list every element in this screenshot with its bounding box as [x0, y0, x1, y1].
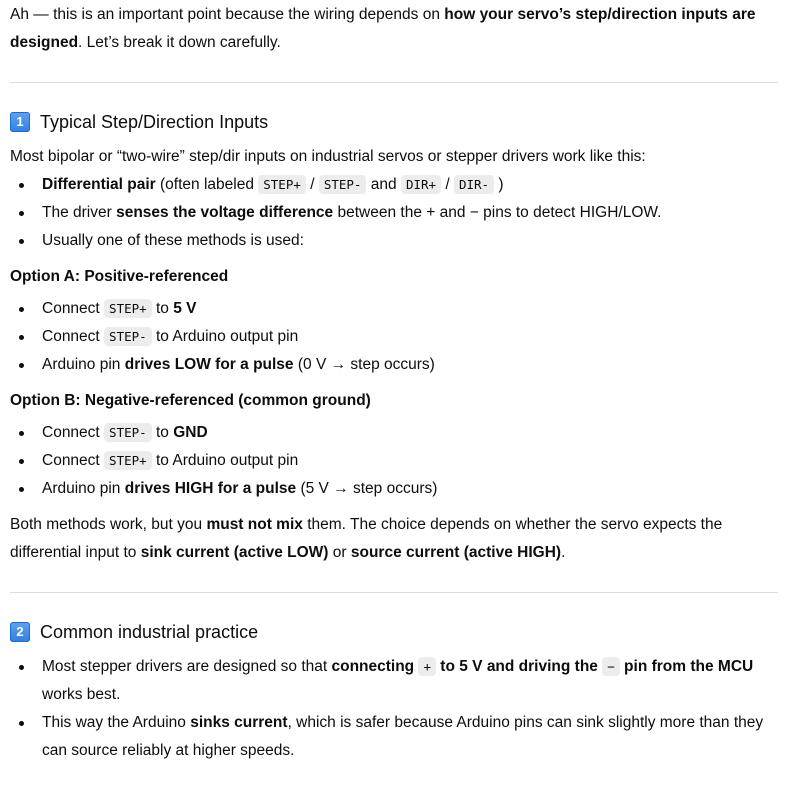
list-item [10, 171, 778, 199]
bold-text: connecting [331, 658, 419, 675]
text: to [151, 424, 174, 441]
list-item [10, 475, 778, 503]
text: between the + and − pins to detect HIGH/LOW. [333, 204, 662, 221]
text: Most stepper drivers are designed so that [42, 658, 332, 675]
intro-text: Ah — this is an important point because the wiring depends on [10, 6, 445, 23]
inline-code: STEP- [104, 423, 152, 442]
option-a-list [10, 295, 778, 379]
text: Both methods work, but you [10, 516, 207, 533]
inline-code: DIR- [454, 175, 494, 194]
bold-text: drives HIGH for a pulse [124, 480, 297, 497]
section-1-heading [10, 107, 778, 137]
text: The driver [42, 204, 117, 221]
inline-code: STEP- [104, 327, 152, 346]
option-b-list [10, 419, 778, 503]
text: (0 V → step occurs) [293, 356, 435, 373]
bold-text: senses the voltage difference [116, 204, 334, 221]
list-item [10, 447, 778, 475]
bold-text: Differential pair [42, 176, 156, 193]
text: Connect [42, 328, 105, 345]
keycap-one-icon: 1 [10, 112, 30, 132]
section-1-title: Typical Step/Direction Inputs [40, 112, 269, 132]
inline-code: DIR+ [401, 175, 441, 194]
bold-text: 5 V [173, 300, 197, 317]
text: (often labeled [155, 176, 259, 193]
section-2-heading [10, 617, 778, 647]
inline-code: STEP+ [104, 451, 152, 470]
text: Connect [42, 424, 105, 441]
text: or [328, 544, 351, 561]
section-1-lead: Most bipolar or “two-wire” step/dir inputs on industrial servos or stepper drivers work like this: [10, 148, 646, 165]
inline-code: + [418, 657, 436, 676]
bold-text: source current (active HIGH) [350, 544, 562, 561]
text: them. The choice depends on whether the servo expects the differential input to [10, 516, 723, 561]
inline-code: STEP- [319, 175, 367, 194]
bold-text: must not mix [206, 516, 303, 533]
divider [10, 592, 778, 593]
inline-code: STEP+ [258, 175, 306, 194]
text: Connect [42, 452, 105, 469]
divider [10, 82, 778, 83]
bold-text: pin from the MCU [619, 658, 754, 675]
section-2-title: Common industrial practice [40, 622, 259, 642]
list-item [10, 709, 778, 765]
bold-text: sinks current [190, 714, 288, 731]
text: to [151, 300, 174, 317]
list-item [10, 295, 778, 323]
section-1-list [10, 171, 778, 255]
text: to Arduino output pin [151, 452, 299, 469]
bold-text: sink current (active LOW) [140, 544, 329, 561]
text: . [561, 544, 566, 561]
section-2-list [10, 653, 778, 765]
intro-text-end: . Let’s break it down carefully. [78, 34, 281, 51]
inline-code: − [602, 657, 620, 676]
option-a-heading: Option A: Positive-referenced [10, 268, 229, 285]
text: and [366, 176, 401, 193]
text: (5 V → step occurs) [296, 480, 438, 497]
section-1-summary [10, 511, 778, 567]
list-item: Usually one of these methods is used: [10, 227, 778, 255]
bold-text: to 5 V and driving the [436, 658, 603, 675]
list-item [10, 323, 778, 351]
text: Arduino pin [42, 480, 125, 497]
text: works best. [42, 686, 121, 703]
text: / [305, 176, 319, 193]
list-item [10, 199, 778, 227]
list-item [10, 653, 778, 709]
bold-text: GND [173, 424, 208, 441]
bold-text: drives LOW for a pulse [124, 356, 294, 373]
intro-bold: how your servo’s step/direction inputs are designed [10, 6, 756, 51]
list-item [10, 419, 778, 447]
option-b-heading: Option B: Negative-referenced (common ground) [10, 392, 371, 409]
text: / [441, 176, 454, 193]
intro-paragraph [10, 1, 778, 57]
text: ) [494, 176, 504, 193]
text: Arduino pin [42, 356, 125, 373]
keycap-two-icon: 2 [10, 622, 30, 642]
text: This way the Arduino [42, 714, 191, 731]
text: to Arduino output pin [151, 328, 299, 345]
text: Connect [42, 300, 105, 317]
inline-code: STEP+ [104, 299, 152, 318]
list-item [10, 351, 778, 379]
text: , which is safer because Arduino pins can sink slightly more than they can source reliably at higher speeds. [42, 714, 764, 759]
